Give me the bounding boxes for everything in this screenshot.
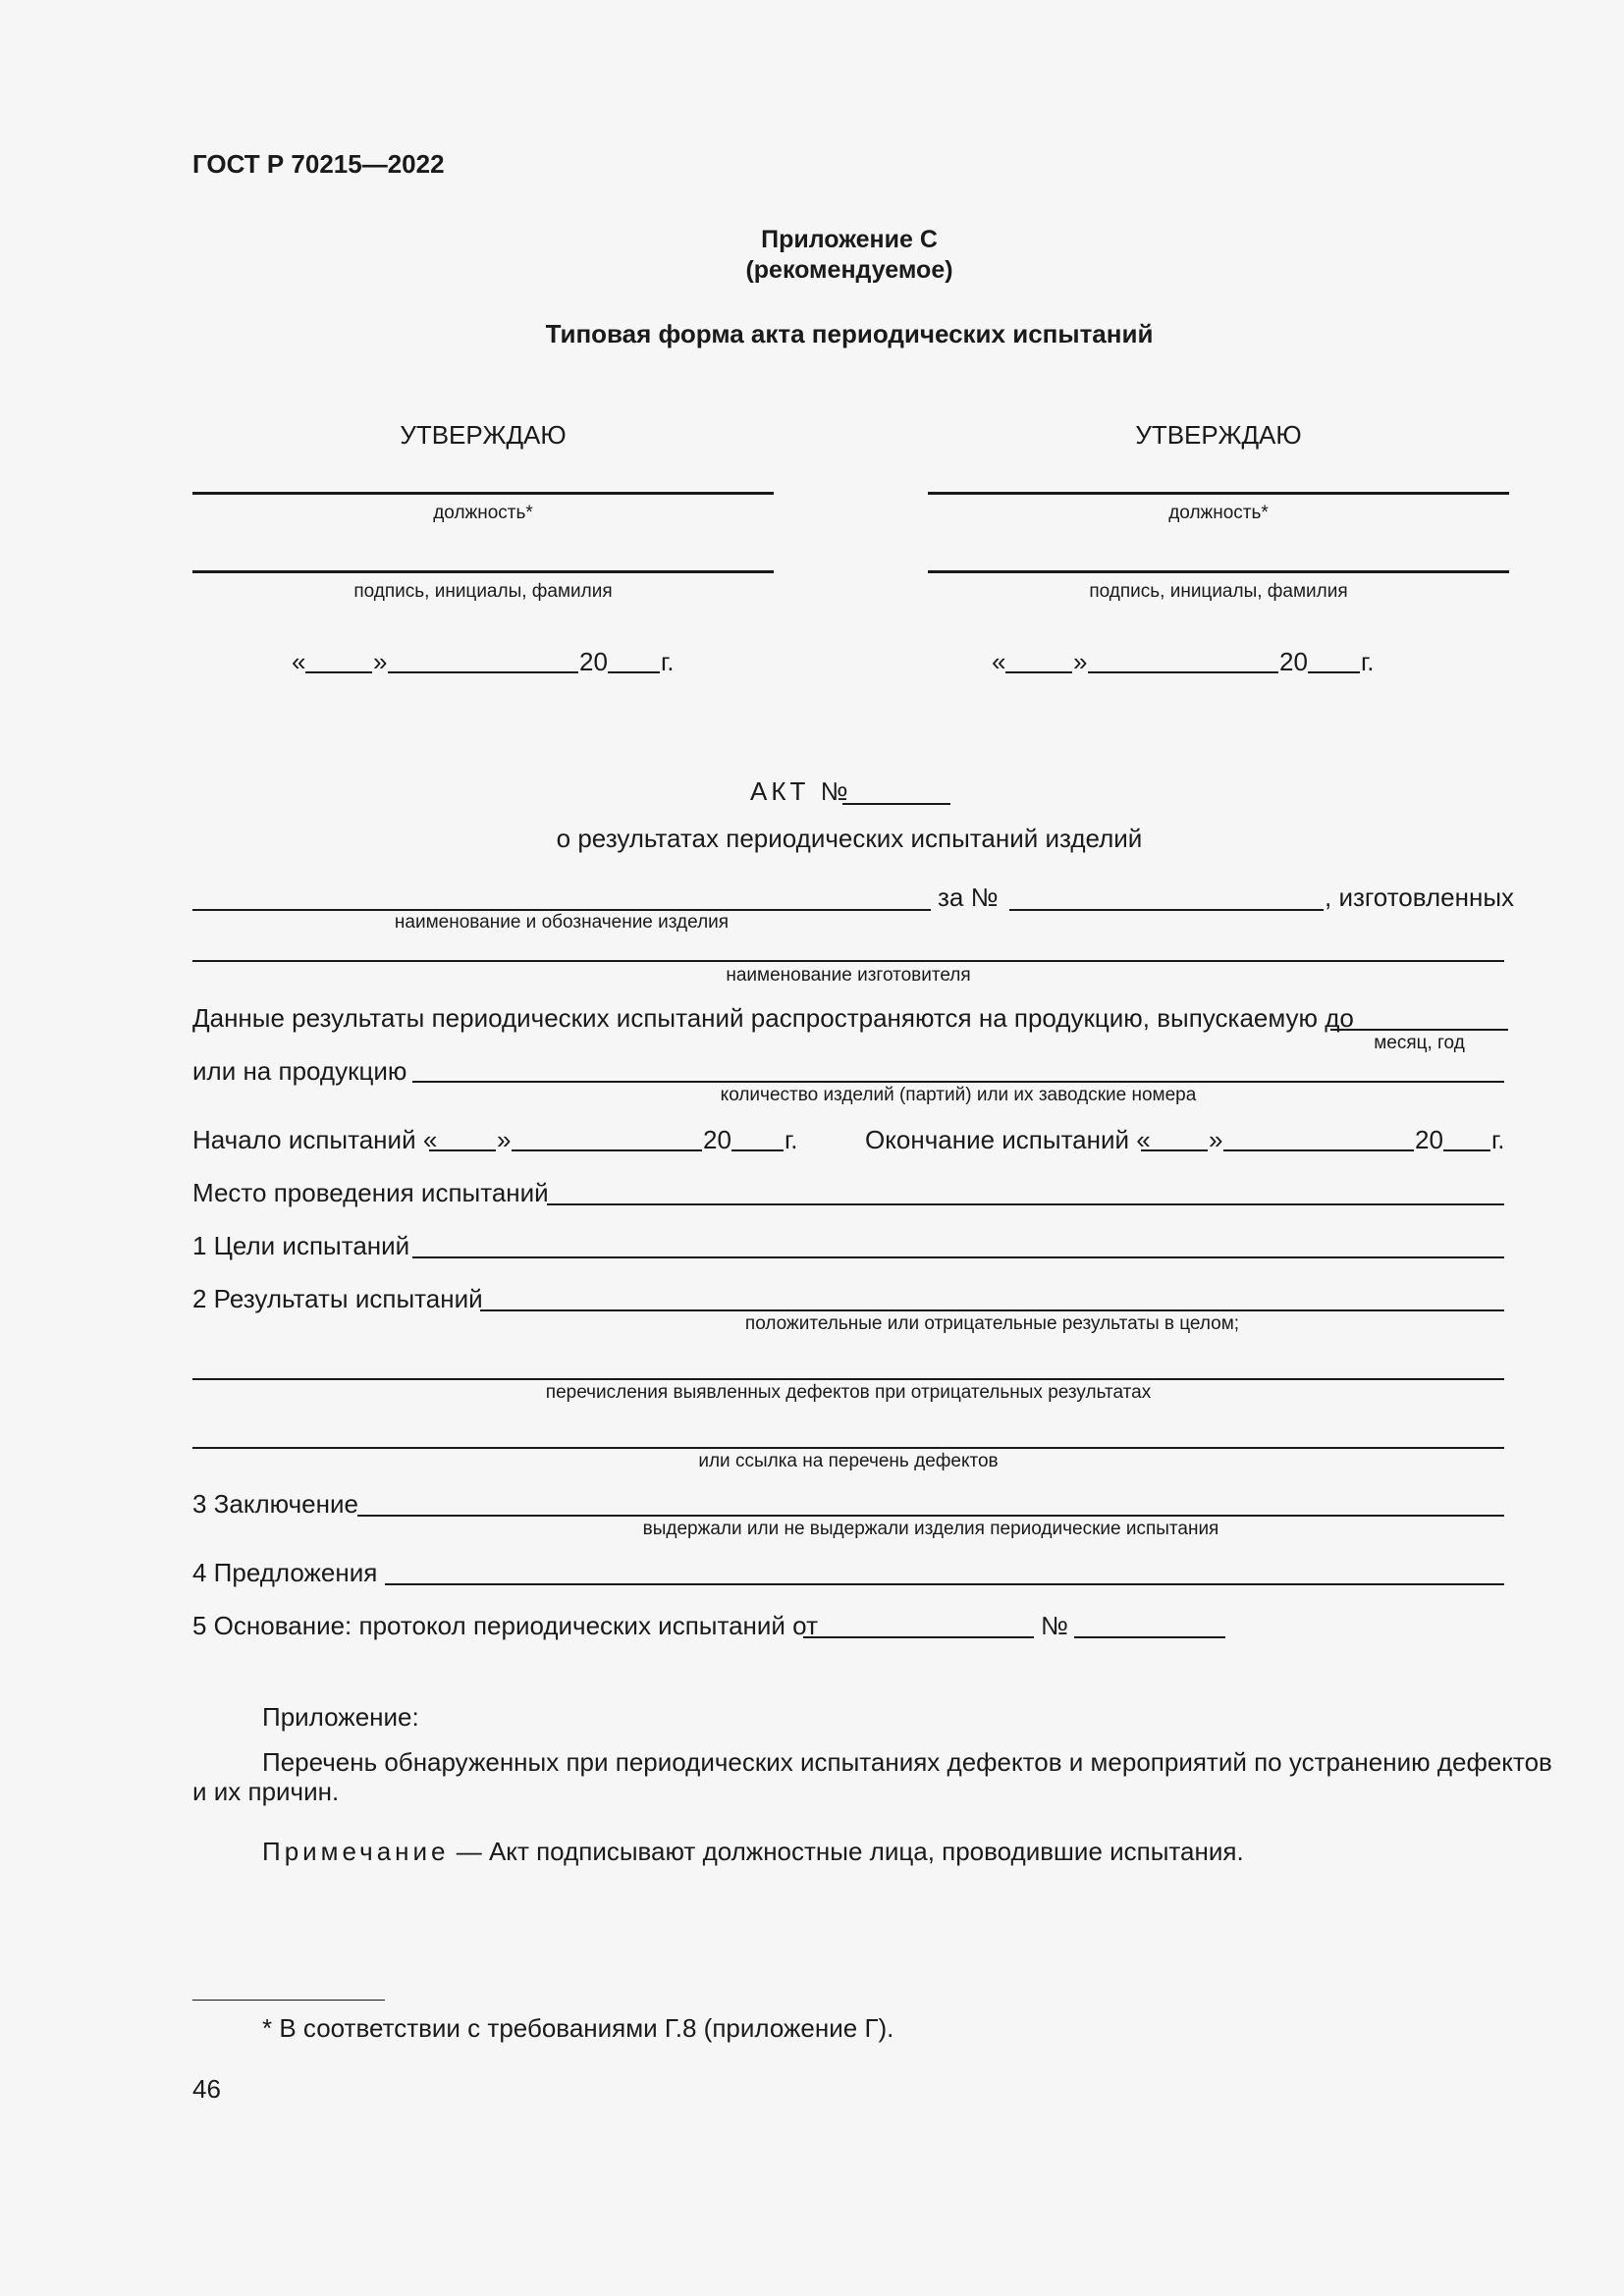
date-open-right: « xyxy=(992,647,1006,676)
date-mid-right: » xyxy=(1073,647,1088,676)
product-name-field[interactable] xyxy=(192,909,931,911)
month-year-caption: месяц, год xyxy=(1374,1033,1465,1053)
end-day-field[interactable] xyxy=(1141,1149,1208,1151)
goals-field[interactable] xyxy=(412,1256,1504,1258)
date-day-left[interactable] xyxy=(305,671,372,673)
act-title: АКТ № xyxy=(750,776,852,806)
start-suffix: г. xyxy=(785,1125,798,1154)
date-year-right: 20 xyxy=(1279,647,1308,676)
note-label: Примечание xyxy=(262,1837,450,1866)
results-label: 2 Результаты испытаний xyxy=(192,1284,483,1313)
place-field[interactable] xyxy=(547,1203,1504,1205)
results-field-3[interactable] xyxy=(192,1447,1504,1449)
appendix-status: (рекомендуемое) xyxy=(745,256,953,284)
start-yy-field[interactable] xyxy=(731,1149,784,1151)
signature-caption-left: подпись, инициалы, фамилия xyxy=(353,581,613,602)
or-product-label: или на продукцию xyxy=(192,1056,407,1086)
position-caption-right: должность* xyxy=(1168,503,1269,523)
results-caption-1: положительные или отрицательные результаты в целом; xyxy=(744,1313,1240,1334)
end-yy-field[interactable] xyxy=(1443,1149,1490,1151)
end-year: 20 xyxy=(1415,1125,1443,1154)
date-suffix-right: г. xyxy=(1361,647,1375,676)
date-suffix-left: г. xyxy=(661,647,675,676)
annex-text-line2: и их причин. xyxy=(192,1777,340,1806)
za-no-label: за № xyxy=(938,882,999,912)
start-month-field[interactable] xyxy=(512,1149,702,1151)
goals-label: 1 Цели испытаний xyxy=(192,1231,410,1260)
signature-line-right[interactable] xyxy=(928,570,1509,573)
results-field[interactable] xyxy=(480,1309,1504,1311)
conclusion-field[interactable] xyxy=(357,1515,1504,1517)
manufactured-label: , изготовленных xyxy=(1325,882,1515,912)
document-id: ГОСТ Р 70215—2022 xyxy=(192,149,445,179)
date-month-right[interactable] xyxy=(1088,671,1278,673)
end-mid: » xyxy=(1209,1125,1223,1154)
date-day-right[interactable] xyxy=(1005,671,1072,673)
date-open-left: « xyxy=(292,647,306,676)
date-yy-left[interactable] xyxy=(608,671,660,673)
protocol-date-field[interactable] xyxy=(803,1636,1034,1638)
order-number-field[interactable] xyxy=(1009,909,1324,911)
act-number-field[interactable] xyxy=(842,803,950,805)
month-year-field[interactable] xyxy=(1330,1029,1508,1031)
results-caption-2: перечисления выявленных дефектов при отрицательных результатах xyxy=(545,1382,1152,1403)
basis-label: 5 Основание: протокол периодических испытаний от xyxy=(192,1611,818,1640)
product-name-caption: наименование и обозначение изделия xyxy=(394,912,730,933)
signature-line-left[interactable] xyxy=(192,570,774,573)
product-quantity-field[interactable] xyxy=(412,1081,1504,1083)
manufacturer-field[interactable] xyxy=(192,960,1504,962)
end-label: Окончание испытаний « xyxy=(865,1125,1151,1154)
start-label: Начало испытаний « xyxy=(192,1125,438,1154)
date-yy-right[interactable] xyxy=(1308,671,1360,673)
start-day-field[interactable] xyxy=(429,1149,496,1151)
position-line-right[interactable] xyxy=(928,492,1509,495)
conclusion-label: 3 Заключение xyxy=(192,1489,358,1519)
date-mid-left: » xyxy=(373,647,388,676)
signature-caption-right: подпись, инициалы, фамилия xyxy=(1089,581,1348,602)
form-title: Типовая форма акта периодических испытаний xyxy=(545,319,1154,348)
basis-no-label: № xyxy=(1041,1611,1068,1640)
start-mid: » xyxy=(497,1125,512,1154)
approve-heading-right: УТВЕРЖДАЮ xyxy=(1135,420,1302,450)
place-label: Место проведения испытаний xyxy=(192,1178,549,1207)
proposals-field[interactable] xyxy=(385,1583,1504,1585)
annex-label: Приложение: xyxy=(262,1702,419,1732)
date-month-left[interactable] xyxy=(388,671,578,673)
protocol-number-field[interactable] xyxy=(1074,1636,1225,1638)
approve-heading-left: УТВЕРЖДАЮ xyxy=(400,420,567,450)
position-caption-left: должность* xyxy=(433,503,533,523)
footnote-text: * В соответствии с требованиями Г.8 (приложение Г). xyxy=(262,2013,894,2043)
extends-text: Данные результаты периодических испытаний распространяются на продукцию, выпускаемую до xyxy=(192,1003,1354,1033)
act-subtitle: о результатах периодических испытаний изделий xyxy=(556,824,1143,853)
end-month-field[interactable] xyxy=(1223,1149,1414,1151)
manufacturer-caption: наименование изготовителя xyxy=(726,965,971,986)
date-year-left: 20 xyxy=(579,647,608,676)
note xyxy=(262,1839,1244,1864)
footnote-separator xyxy=(192,2000,385,2001)
results-field-2[interactable] xyxy=(192,1378,1504,1380)
product-quantity-caption: количество изделий (партий) или их заводские номера xyxy=(720,1085,1197,1105)
appendix-title: Приложение С xyxy=(761,226,938,253)
position-line-left[interactable] xyxy=(192,492,774,495)
end-suffix: г. xyxy=(1491,1125,1505,1154)
conclusion-caption: выдержали или не выдержали изделия периодические испытания xyxy=(642,1519,1219,1539)
proposals-label: 4 Предложения xyxy=(192,1558,378,1587)
note-text: — Акт подписывают должностные лица, проводившие испытания. xyxy=(456,1837,1244,1866)
results-caption-3: или ссылка на перечень дефектов xyxy=(698,1451,999,1471)
page-number: 46 xyxy=(192,2074,221,2104)
annex-text-line1: Перечень обнаруженных при периодических испытаниях дефектов и мероприятий по устранению дефектов xyxy=(262,1747,1552,1777)
start-year: 20 xyxy=(703,1125,731,1154)
